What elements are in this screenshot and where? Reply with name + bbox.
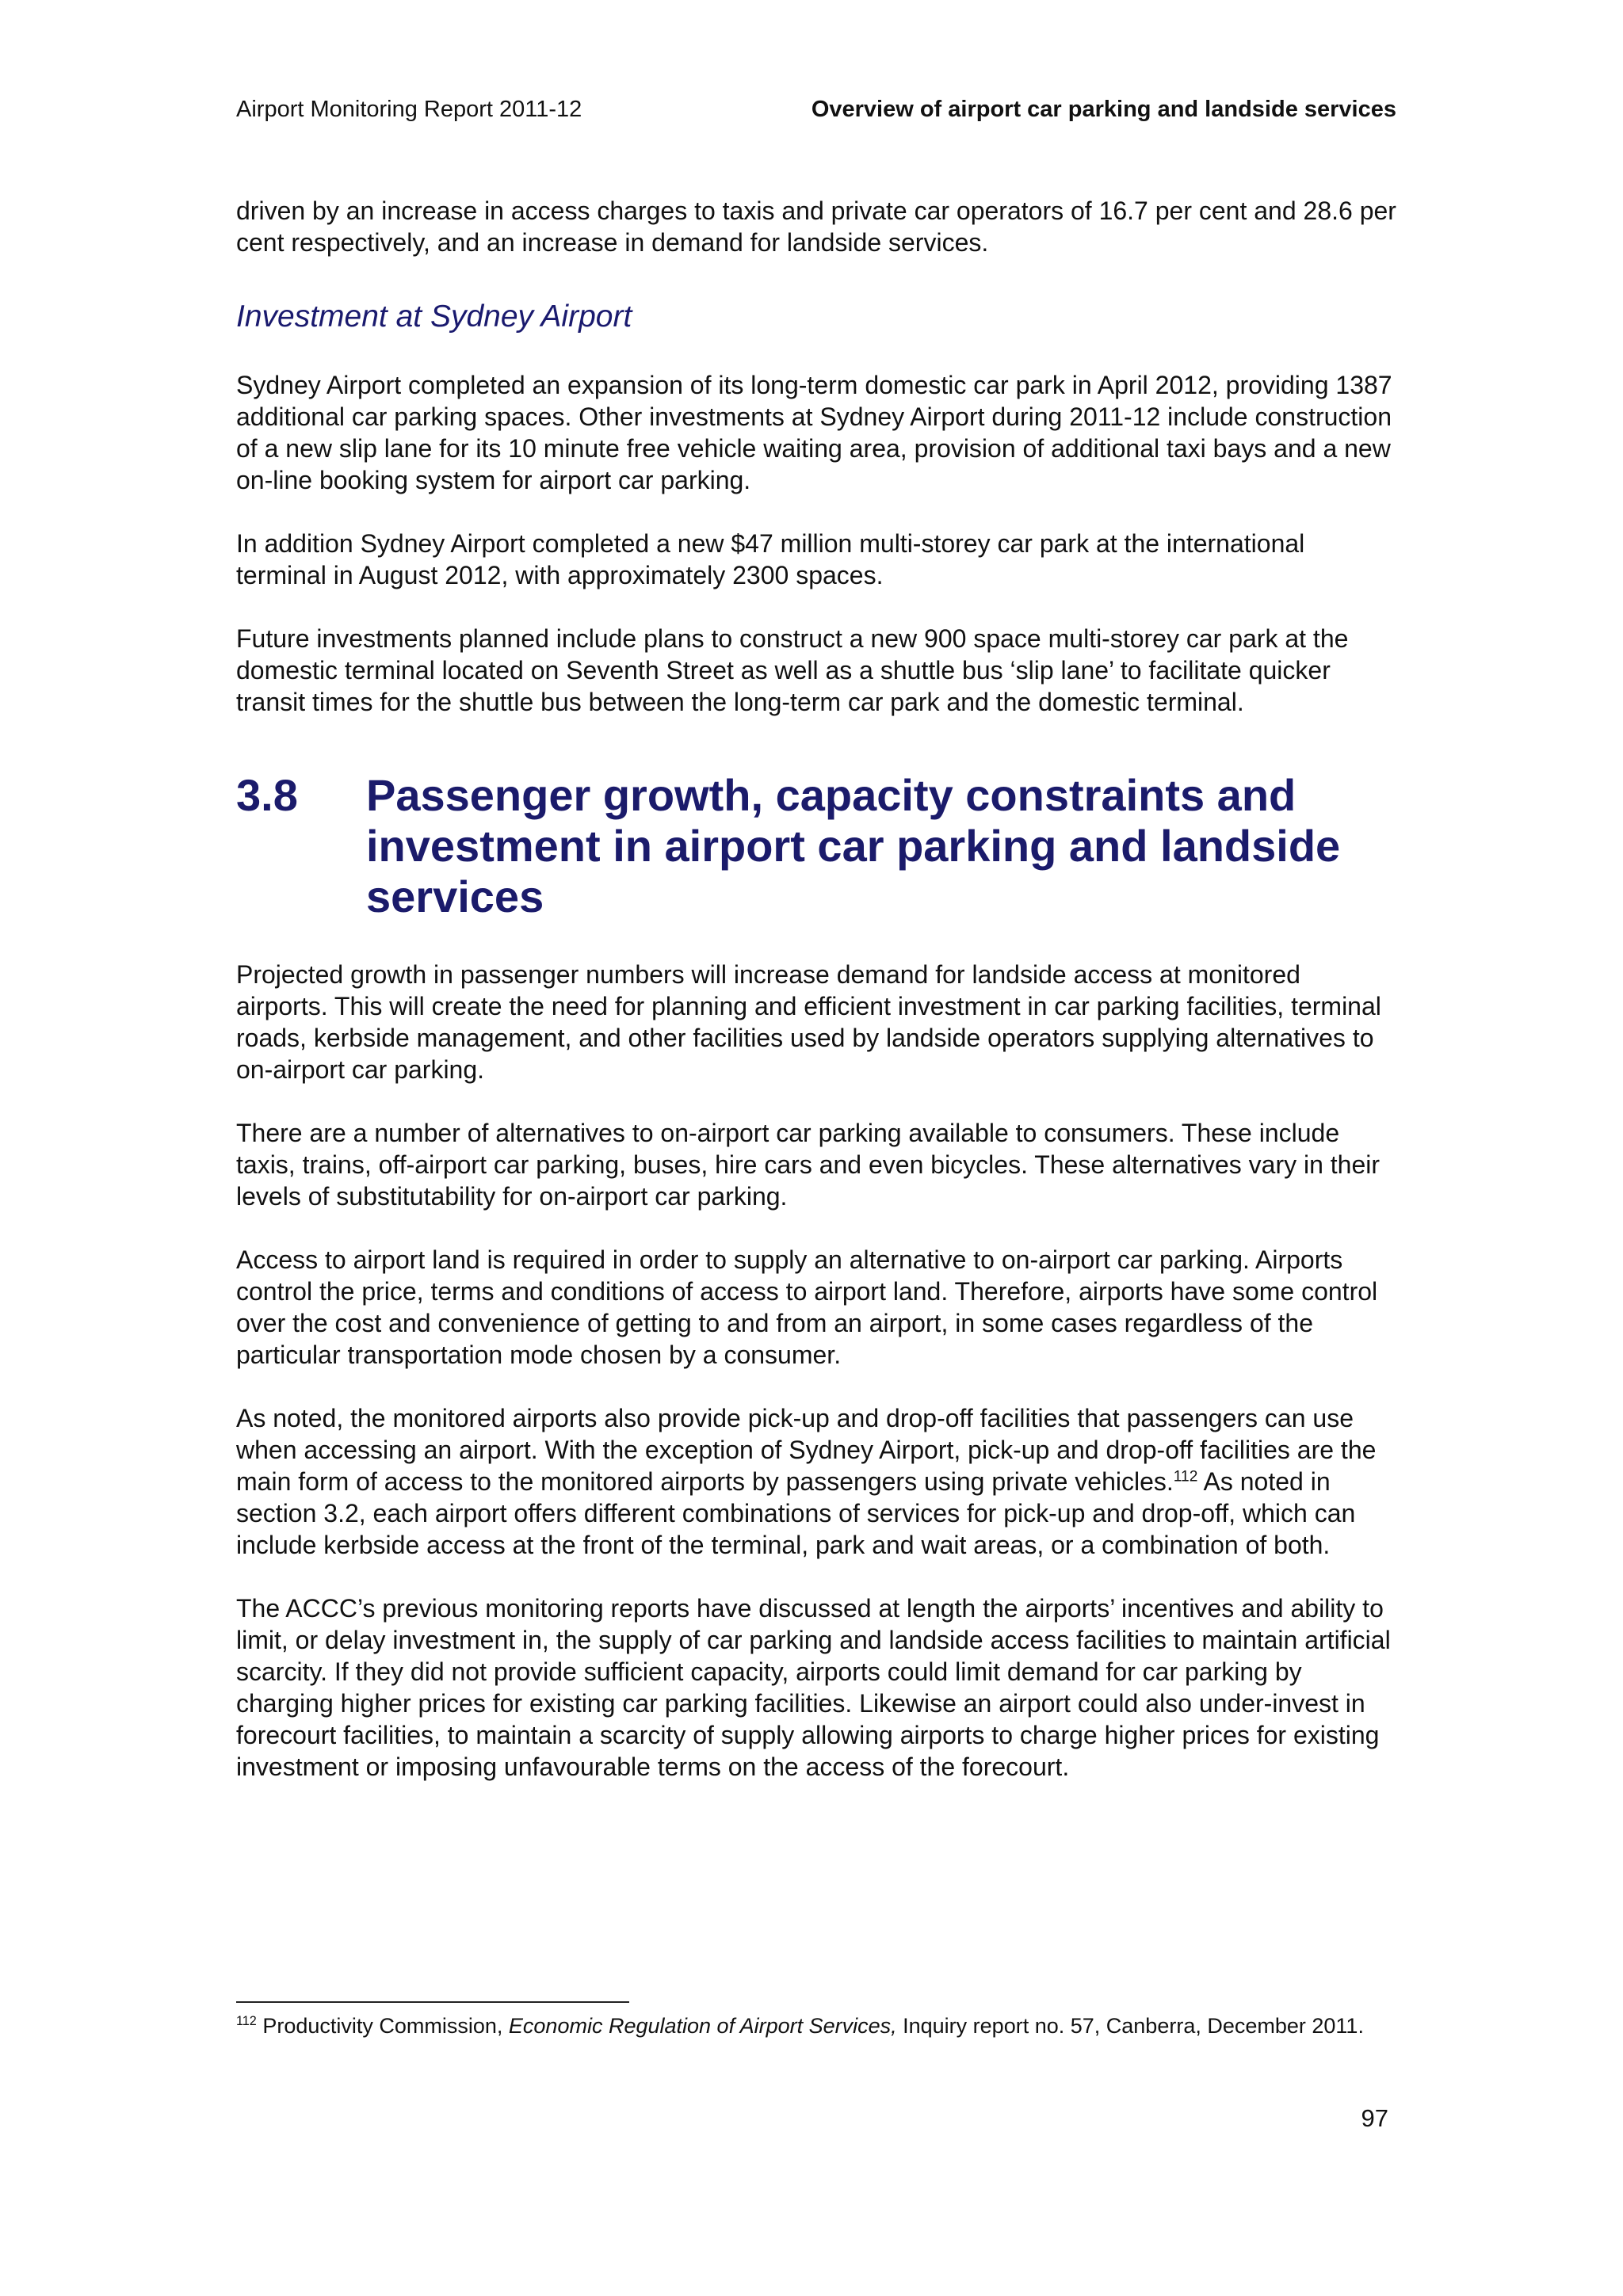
paragraph-pickup-part-a: As noted, the monitored airports also provide pick-up and drop-off facilities that passengers can use when accessing an airport. With the exception of Sydney Airport, pick-up and drop-off facilities are the main form of access to the monitored airports by passengers using private vehicles.	[236, 1404, 1377, 1496]
paragraph-access: Access to airport land is required in order to supply an alternative to on-airport car parking. Airports control the price, terms and conditions of access to airport land. Therefore, airports have some control over the cost and convenience of getting to and from an airport, in some cases regardless of the particular transportation mode chosen by a consumer.	[236, 1245, 1378, 1369]
paragraph-pickup-part-b: As noted in section 3.2, each airport offers different combinations of services for pick-up and drop-off, which can include kerbside access at the front of the terminal, park and wait areas, or a combination of both.	[236, 1467, 1356, 1559]
main-content	[236, 195, 1396, 1814]
subheading-sydney-investment: Investment at Sydney Airport	[236, 299, 632, 334]
paragraph-intro: driven by an increase in access charges to taxis and private car operators of 16.7 per cent and 28.6 per cent respectively, and an increase in demand for landside services.	[236, 196, 1396, 257]
running-header	[236, 93, 1396, 125]
paragraph-pickup	[236, 1402, 1396, 1561]
header-report-title: Airport Monitoring Report 2011-12	[236, 97, 582, 122]
header-chapter-title: Overview of airport car parking and landside services	[811, 97, 1396, 122]
footnote-number: 112	[236, 2014, 257, 2028]
footnote-source-title: Economic Regulation of Airport Services,	[508, 2014, 897, 2038]
paragraph-growth: Projected growth in passenger numbers will increase demand for landside access at monitored airports. This will create the need for planning and efficient investment in car parking facilities, terminal roads, kerbside management, and other facilities used by landside operators supplying alternatives to on-airport car parking.	[236, 960, 1381, 1084]
footnote-reference[interactable]: 112	[1173, 1468, 1198, 1486]
footnote-separator	[236, 2001, 629, 2003]
paragraph-alternatives: There are a number of alternatives to on-airport car parking available to consumers. These include taxis, trains, off-airport car parking, buses, hire cars and even bicycles. These alternatives vary in their levels of substitutability for on-airport car parking.	[236, 1119, 1381, 1211]
footnote-rest: Inquiry report no. 57, Canberra, December 2011.	[896, 2014, 1364, 2038]
footnote-lead: Productivity Commission,	[256, 2014, 509, 2038]
page-number: 97	[1361, 2104, 1388, 2132]
footnote	[236, 2012, 1377, 2039]
section-title: Passenger growth, capacity constraints and investment in airport car parking and landside services	[366, 770, 1341, 921]
paragraph-sydney-3: Future investments planned include plans to construct a new 900 space multi-storey car park at the domestic terminal located on Seventh Street as well as a shuttle bus ‘slip lane’ to facilitate quicker transit times for the shuttle bus between the long-term car park and the domestic terminal.	[236, 624, 1349, 716]
paragraph-sydney-2: In addition Sydney Airport completed a new $47 million multi-storey car park at the international terminal in August 2012, with approximately 2300 spaces.	[236, 529, 1305, 589]
section-number: 3.8	[236, 770, 298, 820]
section-heading	[236, 770, 1396, 922]
paragraph-accc: The ACCC’s previous monitoring reports have discussed at length the airports’ incentives and ability to limit, or delay investment in, the supply of car parking and landside access facilities to maintain artificial scarcity. If they did not provide sufficient capacity, airports could limit demand for car parking by charging higher prices for existing car parking facilities. Likewise an airport could also under-invest in forecourt facilities, to maintain a scarcity of supply allowing airports to charge higher prices for existing investment or imposing unfavourable terms on the access of the forecourt.	[236, 1594, 1391, 1781]
paragraph-sydney-1: Sydney Airport completed an expansion of its long-term domestic car park in April 2012, providing 1387 additional car parking spaces. Other investments at Sydney Airport during 2011-12 include construction of a new slip lane for its 10 minute free vehicle waiting area, provision of additional taxi bays and a new on-line booking system for airport car parking.	[236, 371, 1392, 494]
